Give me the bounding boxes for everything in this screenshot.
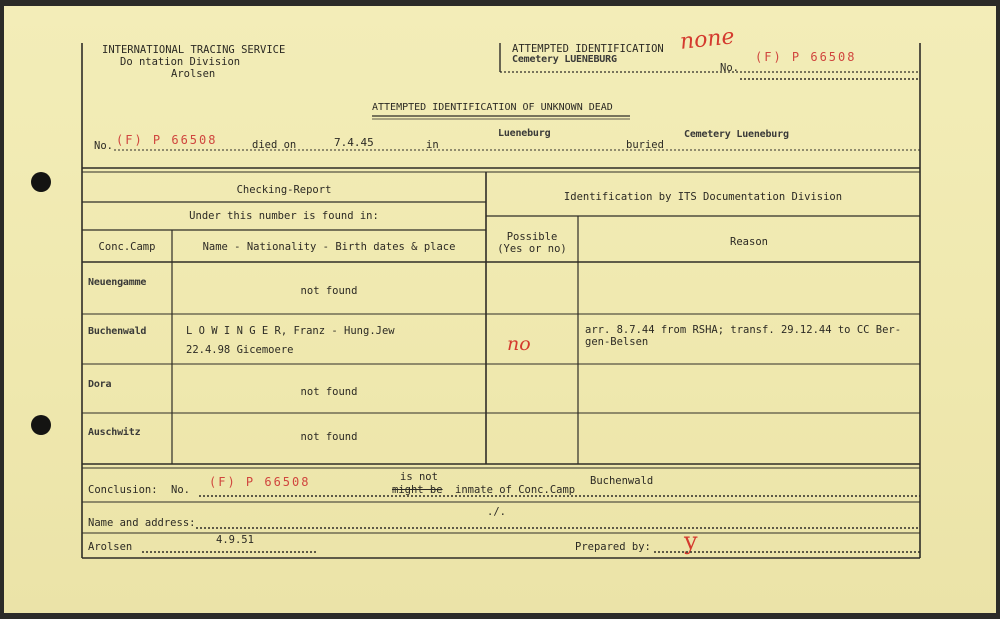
record-card — [4, 6, 996, 613]
name-address-label: Name and address: — [88, 517, 196, 529]
page-title: ATTEMPTED IDENTIFICATION OF UNKNOWN DEAD — [372, 102, 613, 113]
record-no-label: No. — [94, 140, 113, 152]
col-header-reason: Reason — [730, 236, 768, 248]
record-no-value: (F) P 66508 — [116, 133, 218, 147]
identification-title: Identification by ITS Documentation Division — [563, 191, 843, 203]
col-header-possible-hint: (Yes or no) — [497, 243, 567, 255]
checking-report-subtitle: Under this number is found in: — [189, 210, 379, 222]
org-name: INTERNATIONAL TRACING SERVICE — [102, 44, 286, 56]
org-division: Do ntation Division — [120, 56, 241, 68]
box-cemetery: Cemetery LUENEBURG — [512, 54, 617, 65]
conclusion-inmate-label: inmate of Conc.Camp — [455, 484, 576, 496]
died-on-value: 7.4.45 — [334, 136, 374, 149]
checking-report-title: Checking-Report — [236, 184, 332, 196]
org-city: Arolsen — [171, 68, 216, 80]
row-birth: 22.4.98 Gicemoere — [186, 344, 294, 356]
row-camp: Auschwitz — [88, 427, 141, 438]
row-reason-cont: gen-Belsen — [585, 336, 649, 348]
row-name: L O W I N G E R, Franz - Hung.Jew — [186, 325, 395, 337]
conclusion-no-value: (F) P 66508 — [209, 475, 311, 489]
col-header-camp: Conc.Camp — [98, 241, 156, 253]
prepared-by-initial: y — [684, 527, 698, 555]
place-of-death: Lueneburg — [498, 128, 551, 139]
row-camp: Dora — [88, 379, 112, 390]
box-title: ATTEMPTED IDENTIFICATION — [512, 43, 664, 55]
row-name: not found — [300, 285, 358, 297]
conclusion-struck-option: might be — [392, 484, 443, 496]
name-address-value: ./. — [487, 506, 506, 518]
row-reason: arr. 8.7.44 from RSHA; transf. 29.12.44 to CC Ber- — [585, 324, 902, 336]
buried-label: buried — [626, 139, 664, 151]
in-label: in — [426, 139, 439, 151]
header-no-label: No. — [720, 62, 739, 74]
conclusion-camp: Buchenwald — [590, 475, 654, 487]
col-header-name: Name - Nationality - Birth dates & place — [202, 241, 456, 253]
row-name: not found — [300, 386, 358, 398]
row-name: not found — [300, 431, 358, 443]
conclusion-label: Conclusion: — [88, 484, 158, 496]
row-camp: Neuengamme — [88, 277, 147, 288]
died-on-label: died on — [252, 139, 297, 151]
handwritten-note: none — [678, 24, 736, 55]
form-rules — [4, 6, 996, 613]
row-camp: Buchenwald — [88, 326, 147, 337]
header-no-value: (F) P 66508 — [755, 50, 857, 64]
footer-place: Arolsen — [88, 541, 133, 553]
prepared-by-label: Prepared by: — [575, 541, 651, 553]
burial-place: Cemetery Lueneburg — [684, 129, 789, 140]
conclusion-is-not: is not — [400, 471, 438, 483]
conclusion-no-label: No. — [171, 484, 190, 496]
col-header-possible: Possible — [506, 231, 558, 243]
footer-date: 4.9.51 — [216, 534, 254, 546]
row-possible: no — [507, 333, 531, 355]
